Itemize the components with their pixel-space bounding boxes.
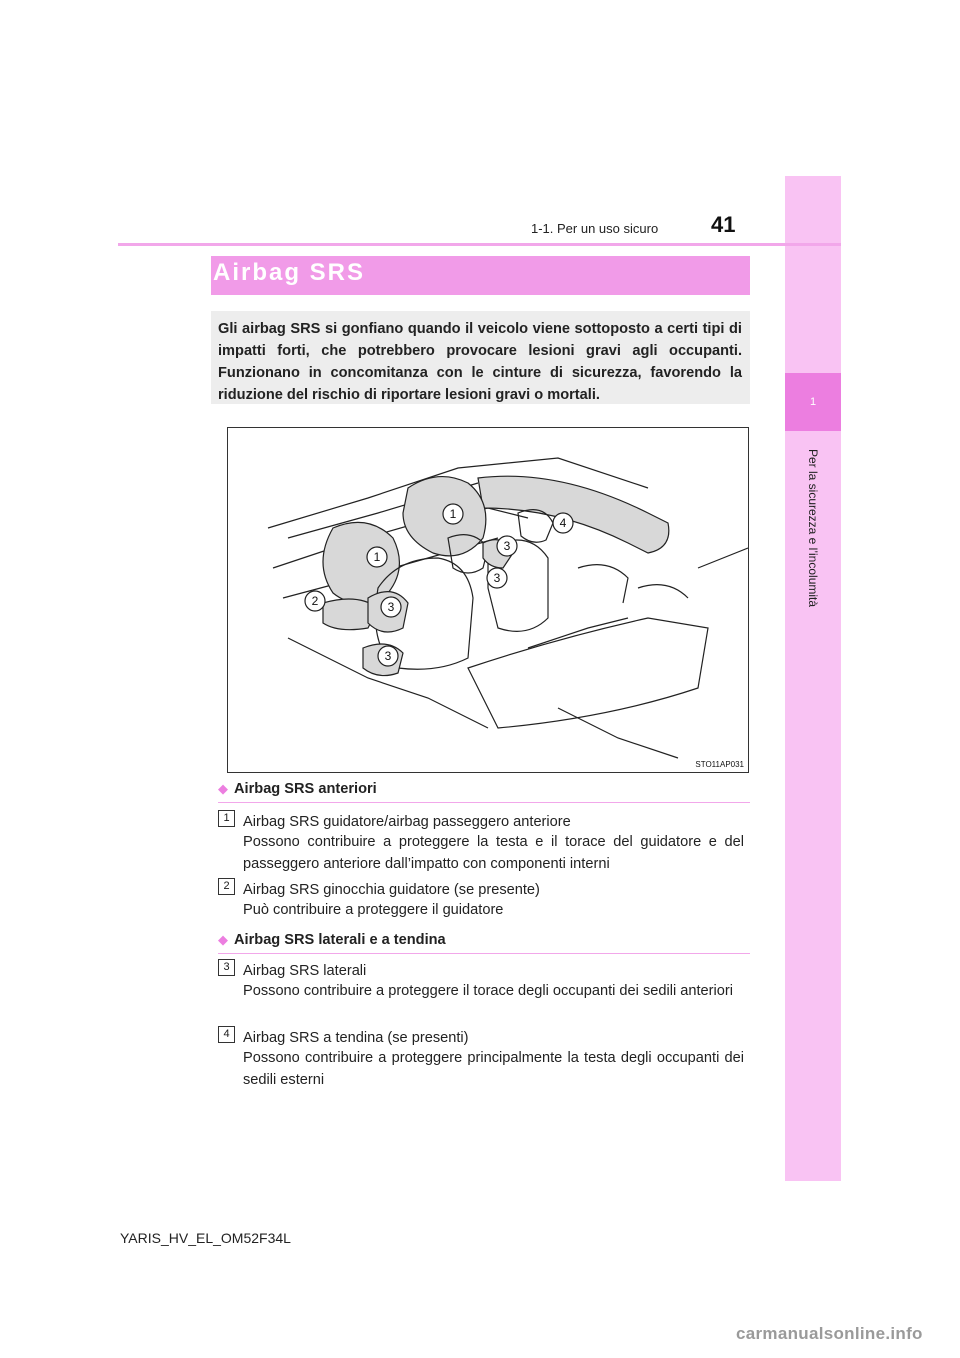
- callout-3-a: [497, 536, 517, 556]
- svg-text:3: 3: [493, 571, 501, 585]
- header-rule: [118, 243, 841, 246]
- car-interior-drawing: [228, 428, 748, 772]
- svg-text:3: 3: [387, 600, 395, 614]
- item-title: Airbag SRS laterali: [243, 963, 367, 979]
- item-number-box: 1: [218, 810, 235, 827]
- svg-text:2: 2: [311, 594, 319, 608]
- svg-text:3: 3: [503, 539, 511, 553]
- diamond-bullet-icon: ◆: [218, 932, 228, 947]
- svg-text:3: 3: [384, 649, 392, 663]
- callout-3-d: [378, 646, 398, 666]
- item-description: Possono contribuire a proteggere la testa e il torace del guidatore e del passeggero anteriore dall’impatto con componenti interni: [243, 834, 744, 872]
- callout-2: [305, 591, 325, 611]
- item-description: Possono contribuire a proteggere principalmente la testa degli occupanti dei sedili esterni: [243, 1050, 744, 1088]
- svg-text:4: 4: [559, 516, 567, 530]
- section-reference: 1-1. Per un uso sicuro: [531, 221, 659, 236]
- item-number-box: 4: [218, 1026, 235, 1043]
- page-title: Airbag SRS: [213, 259, 366, 286]
- item-title: Airbag SRS ginocchia guidatore (se presente): [243, 882, 540, 898]
- section-heading-side: ◆ Airbag SRS laterali e a tendina: [218, 932, 446, 948]
- chapter-label: Per la sicurezza e l’incolumità: [806, 448, 820, 608]
- section-rule: [218, 953, 750, 954]
- watermark: carmanualsonline.info: [736, 1324, 923, 1343]
- item-number-box: 3: [218, 959, 235, 976]
- callout-1-driver: [367, 547, 387, 567]
- callout-4: [553, 513, 573, 533]
- item-description: Possono contribuire a proteggere il torace degli occupanti dei sedili anteriori: [243, 983, 733, 999]
- intro-text: Gli airbag SRS si gonfiano quando il veicolo viene sottoposto a certi tipi di impatti forti, che potrebbero provocare lesioni gravi agli occupanti. Funzionano in concomitanza con le cinture di sicurezza, favorendo la riduzione del rischio di riportare lesioni gravi o mortali.: [218, 321, 742, 403]
- section-rule: [218, 802, 750, 803]
- section-heading-front: ◆ Airbag SRS anteriori: [218, 781, 377, 797]
- item-title: Airbag SRS guidatore/airbag passeggero anteriore: [243, 814, 571, 830]
- svg-text:1: 1: [373, 550, 381, 564]
- page-number: 41: [711, 212, 736, 237]
- figure-code: STO11AP031: [695, 760, 744, 769]
- diamond-bullet-icon: ◆: [218, 781, 228, 796]
- document-code: YARIS_HV_EL_OM52F34L: [120, 1230, 291, 1246]
- item-title: Airbag SRS a tendina (se presenti): [243, 1030, 469, 1046]
- callout-3-c: [381, 597, 401, 617]
- airbag-illustration: [227, 427, 749, 773]
- svg-text:1: 1: [449, 507, 457, 521]
- chapter-number: 1: [785, 373, 841, 431]
- callout-1-passenger: [443, 504, 463, 524]
- chapter-side-tab: [785, 176, 841, 1181]
- item-number-box: 2: [218, 878, 235, 895]
- callout-3-b: [487, 568, 507, 588]
- item-description: Può contribuire a proteggere il guidatore: [243, 902, 504, 918]
